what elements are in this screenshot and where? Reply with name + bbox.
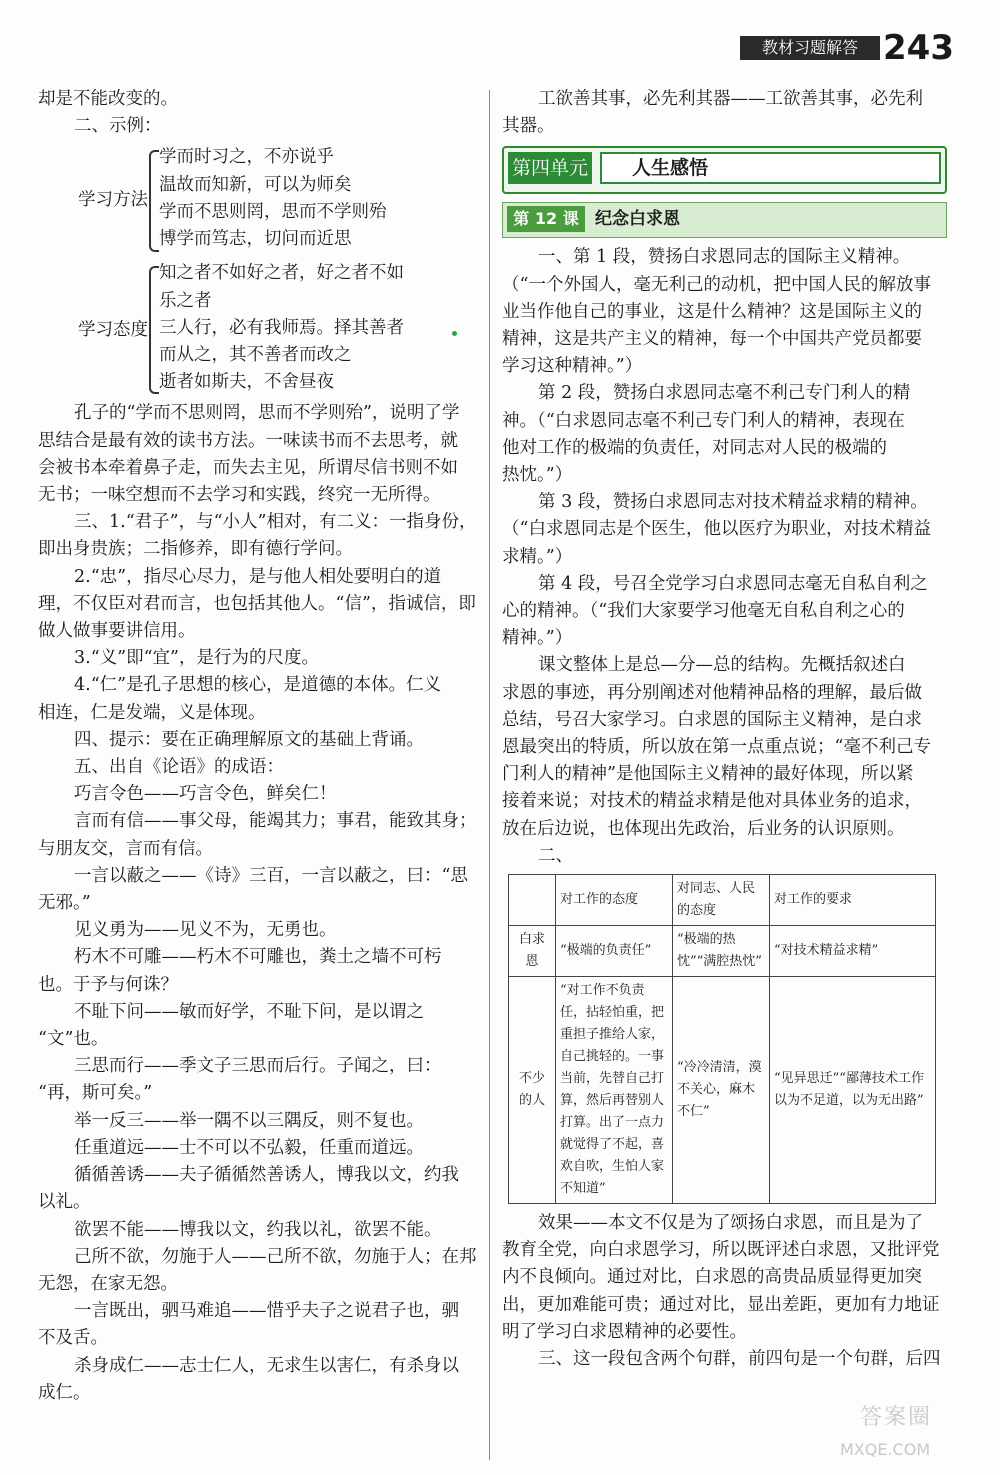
paragraph-line: 总结，号召大家学习。白求恩的国际主义精神，是白求 (502, 709, 922, 730)
table-cell (509, 875, 556, 926)
paragraph-line: 3.“义”即“宜”，是行为的尺度。 (74, 648, 319, 669)
list-item: 而从之，其不善者而改之 (159, 345, 352, 366)
study-method-block (38, 144, 478, 256)
paragraph-line: 明了学习白求恩精神的必要性。 (502, 1321, 747, 1342)
unit-banner (502, 146, 947, 194)
paragraph-line: 欲罢不能——博我以文，约我以礼，欲罢不能。 (74, 1219, 442, 1240)
unit-title: 人生感悟 (600, 152, 941, 184)
paragraph-line: 做人做事要讲信用。 (38, 621, 196, 642)
paragraph-line: 他对工作的极端的负责任，对同志对人民的极端的 (502, 437, 887, 458)
row-header: 不少的人 (509, 977, 556, 1204)
list-item: 博学而笃志，切问而近思 (159, 229, 352, 250)
paragraph-line: 门利人的精神”是他国际主义精神的最好体现，所以紧 (502, 764, 914, 785)
row-header: 白求恩 (509, 926, 556, 977)
paragraph-line: 也。于予与何诛？ (38, 974, 178, 995)
list-item: 逝者如斯夫，不舍昼夜 (159, 372, 334, 393)
paragraph-line: 2.“忠”，指尽心尽力，是与他人相处要明白的道 (74, 566, 442, 587)
table-cell: “极端的热忱”“满腔热忱” (673, 926, 770, 977)
paragraph-line: 出，更加难能可贵；通过对比，显出差距，更加有力地证 (502, 1294, 940, 1315)
paragraph-line: 一言以蔽之——《诗》三百，一言以蔽之，曰：“思 (74, 865, 468, 886)
watermark-logo: 答案圈 (860, 1405, 933, 1430)
paragraph-line: 言而有信——事父母，能竭其力；事君，能致其身； (74, 811, 477, 832)
list-item: 学而不思则罔，思而不学则殆 (159, 201, 387, 222)
paragraph-line: 思结合是最有效的读书方法。一味读书而不去思考，就 (38, 430, 458, 451)
section-label: 教材习题解答 (740, 36, 880, 60)
paragraph-line: 神。（“白求恩同志毫不利己专门利人的精神，表现在 (502, 410, 905, 431)
paragraph-line: 恩最突出的特质，所以放在第一点重点说；“毫不利己专 (502, 737, 931, 758)
list-item: 学而时习之，不亦说乎 (159, 147, 334, 168)
paragraph-line: 任重道远——士不可以不弘毅，任重而道远。 (74, 1137, 424, 1158)
brace-icon (149, 266, 159, 394)
comparison-table (508, 874, 936, 1204)
left-column (38, 86, 478, 1407)
paragraph-line: 不耻下问——敏而好学，不耻下问，是以谓之 (74, 1001, 424, 1022)
paragraph-line: 孔子的“学而不思则罔，思而不学则殆”，说明了学 (74, 403, 460, 424)
paragraph-line: 一、第 1 段，赞扬白求恩同志的国际主义精神。 (538, 247, 911, 268)
left-body-text (38, 400, 478, 1407)
paragraph-line: 业当作他自己的事业，这是什么精神？这是国际主义的 (502, 301, 922, 322)
item-list (159, 144, 387, 253)
page-header (705, 28, 954, 68)
unit-tag: 第四单元 (508, 152, 592, 184)
paragraph-line: 二、示例： (74, 116, 162, 137)
paragraph-line: 三、这一段包含两个句群，前四句是一个句群，后四 (538, 1349, 941, 1370)
table-header: 对工作的态度 (556, 875, 673, 926)
paragraph-line: 无邪。” (38, 893, 91, 914)
paragraph-line: 与朋友交，言而有信。 (38, 838, 213, 859)
watermark-url: MXQE.COM (840, 1440, 931, 1459)
paragraph-line: 三思而行——季文子三思而后行。子闻之，曰： (74, 1056, 442, 1077)
paragraph-line: 无书；一味空想而不去学习和实践，终究一无所得。 (38, 485, 441, 506)
paragraph-line: “文”也。 (38, 1029, 109, 1050)
paragraph-line: 以礼。 (38, 1192, 91, 1213)
paragraph-line: 杀身成仁——志士仁人，无求生以害仁，有杀身以 (74, 1355, 459, 1376)
paragraph-line: 二、 (538, 845, 573, 866)
paragraph-line: 教育全党，向白求恩学习，所以既评述白求恩，又批评党 (502, 1240, 940, 1261)
paragraph-line: 朽木不可雕——朽木不可雕也，粪土之墙不可杇 (74, 947, 442, 968)
paragraph-line: 精神。”） (502, 628, 573, 649)
category-label: 学习态度 (78, 320, 148, 341)
table-header: 对同志、人民的态度 (673, 875, 770, 926)
right-after-text (502, 1210, 947, 1373)
list-item: 知之者不如好之者，好之者不如 (159, 263, 404, 284)
table-cell: “极端的负责任” (556, 926, 673, 977)
table-row (509, 977, 936, 1204)
paragraph-line: 理，不仅臣对君而言，也包括其他人。“信”，指诚信，即 (38, 593, 476, 614)
paragraph-line: （“一个外国人，毫无利己的动机，把中国人民的解放事 (502, 274, 931, 295)
paragraph-line: 第 4 段，号召全党学习白求恩同志毫无自私自利之 (538, 573, 928, 594)
paragraph-line: 即出身贵族；二指修养，即有德行学问。 (38, 539, 353, 560)
paragraph-line: 第 2 段，赞扬白求恩同志毫不利己专门利人的精 (538, 383, 911, 404)
paragraph-line: 巧言令色——巧言令色，鲜矣仁！ (74, 784, 337, 805)
item-list (159, 260, 404, 396)
table-row (509, 926, 936, 977)
category-label: 学习方法 (78, 190, 148, 211)
lesson-title: 纪念白求恩 (595, 209, 680, 230)
paragraph-line: 学习这种精神。”） (502, 356, 643, 377)
table-cell: “对技术精益求精” (770, 926, 936, 977)
paragraph-line: 却是不能改变的。 (38, 89, 178, 109)
list-item: 三人行，必有我师焉。择其善者 (159, 317, 404, 338)
table-header: 对工作的要求 (770, 875, 936, 926)
paragraph-line: 效果——本文不仅是为了颂扬白求恩，而且是为了 (538, 1213, 923, 1234)
paragraph-line: 内不良倾向。通过对比，白求恩的高贵品质显得更加突 (502, 1267, 922, 1288)
paragraph-line: “再，斯可矣。” (38, 1083, 153, 1104)
table-cell: “对工作不负责任，拈轻怕重，把重担子推给人家，自己挑轻的。一事当前，先替自己打算，然后再替别人打算。出了一点力就觉得了不起，喜欢自吹，生怕人家不知道” (556, 977, 673, 1204)
list-item: 乐之者 (159, 290, 212, 311)
paragraph-line: 不及舌。 (38, 1328, 108, 1349)
table-header-row (509, 875, 936, 926)
paragraph-line: 会被书本牵着鼻子走，而失去主见，所谓尽信书则不如 (38, 457, 458, 478)
page-number: 243 (883, 28, 954, 68)
paragraph-line: （“白求恩同志是个医生，他以医疗为职业，对技术精益 (502, 519, 931, 540)
marker-dot-icon (452, 331, 457, 336)
lesson-banner (502, 202, 947, 238)
paragraph-line: 心的精神。（“我们大家要学习他毫无自私自利之心的 (502, 601, 905, 622)
paragraph-line: 工欲善其事，必先利其器——工欲善其事，必先利 (538, 89, 923, 109)
paragraph-line: 热忱。”） (502, 465, 573, 486)
right-top-text (502, 86, 947, 140)
paragraph-line: 己所不欲，勿施于人——己所不欲，勿施于人；在邦 (74, 1246, 477, 1267)
lesson-tag: 第 12 课 (507, 206, 585, 232)
column-divider (489, 90, 490, 1460)
paragraph-line: 成仁。 (38, 1382, 91, 1403)
study-attitude-block (38, 260, 478, 400)
paragraph-line: 三、1.“君子”，与“小人”相对，有二义：一指身份， (74, 512, 477, 533)
paragraph-line: 举一反三——举一隅不以三隅反，则不复也。 (74, 1110, 424, 1131)
paragraph-line: 4.“仁”是孔子思想的核心，是道德的本体。仁义 (74, 675, 442, 696)
paragraph-line: 放在后边说，也体现出先政治，后业务的认识原则。 (502, 818, 905, 839)
paragraph-line: 四、提示：要在正确理解原文的基础上背诵。 (74, 729, 424, 750)
table-cell: “冷冷清清，漠不关心，麻木不仁” (673, 977, 770, 1204)
paragraph-line: 五、出自《论语》的成语： (74, 757, 284, 778)
table-cell: “见异思迁”“鄙薄技术工作以为不足道，以为无出路” (770, 977, 936, 1204)
right-body-text (502, 244, 947, 870)
paragraph-line: 无怨，在家无怨。 (38, 1273, 178, 1294)
brace-icon (149, 150, 159, 252)
paragraph-line: 求精。”） (502, 546, 573, 567)
paragraph-line: 求恩的事迹，再分别阐述对他精神品格的理解，最后做 (502, 682, 922, 703)
paragraph-line: 其器。 (502, 116, 555, 137)
paragraph-line: 课文整体上是总—分—总的结构。先概括叙述白 (538, 655, 906, 676)
paragraph-line: 循循善诱——夫子循循然善诱人，博我以文，约我 (74, 1165, 459, 1186)
list-item: 温故而知新，可以为师矣 (159, 174, 352, 195)
paragraph-line: 精神，这是共产主义的精神，每一个中国共产党员都要 (502, 329, 922, 350)
right-column (502, 86, 947, 1373)
paragraph-line: 接着来说；对技术的精益求精是他对具体业务的追求， (502, 791, 922, 812)
paragraph-line: 一言既出，驷马难追——惜乎夫子之说君子也，驷 (74, 1301, 459, 1322)
paragraph-line: 相连，仁是发端，义是体现。 (38, 702, 266, 723)
paragraph-line: 第 3 段，赞扬白求恩同志对技术精益求精的精神。 (538, 492, 928, 513)
paragraph-line: 见义勇为——见义不为，无勇也。 (74, 920, 337, 941)
